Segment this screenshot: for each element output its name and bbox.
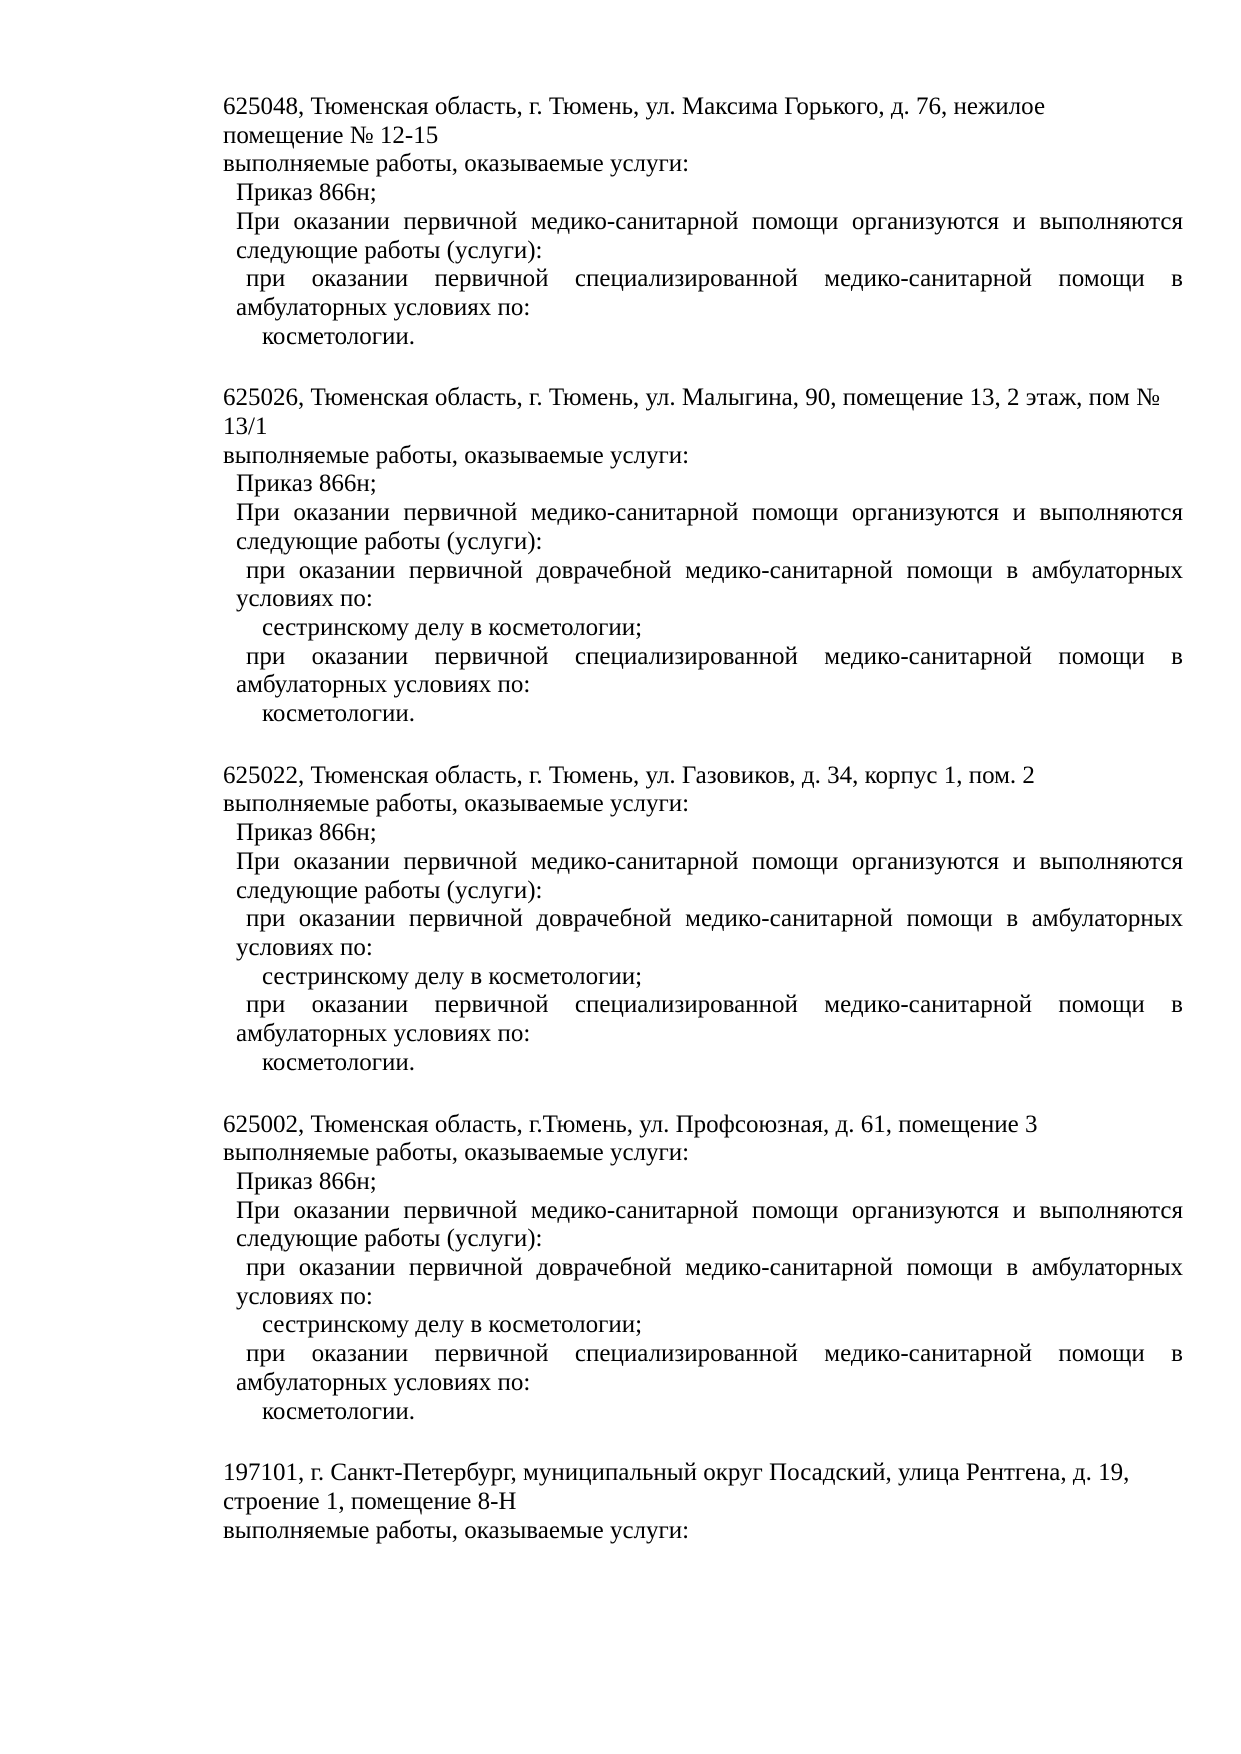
address-line: помещение № 12-15: [223, 121, 439, 149]
pre-doctor-care-line: при оказании первичной доврачебной медико-санитарной помощи в амбулаторных: [246, 905, 1183, 933]
works-services-header: выполняемые работы, оказываемые услуги:: [223, 1139, 690, 1167]
primary-care-line: следующие работы (услуги):: [236, 236, 543, 264]
specialized-care-line: при оказании первичной специализированной медико-санитарной помощи в: [246, 642, 1183, 670]
order-866n-line: Приказ 866н;: [236, 1167, 377, 1195]
address-line: 13/1: [223, 413, 268, 441]
license-address-block-625048: [223, 93, 1183, 351]
specialized-care-line: амбулаторных условиях по:: [236, 1368, 531, 1396]
specialized-care-line: амбулаторных условиях по:: [236, 293, 531, 321]
order-866n-line: Приказ 866н;: [236, 470, 377, 498]
specialized-care-line: при оказании первичной специализированной медико-санитарной помощи в: [246, 265, 1183, 293]
service-item-cosmetology: косметологии.: [262, 1048, 416, 1076]
primary-care-line: следующие работы (услуги):: [236, 1225, 543, 1253]
specialized-care-line: при оказании первичной специализированной медико-санитарной помощи в: [246, 991, 1183, 1019]
primary-care-line: При оказании первичной медико-санитарной помощи организуются и выполняются: [236, 847, 1183, 875]
address-line: строение 1, помещение 8-Н: [223, 1487, 517, 1515]
license-address-block-625022: [223, 762, 1183, 1078]
address-line: 197101, г. Санкт-Петербург, муниципальный округ Посадский, улица Рентгена, д. 19,: [223, 1459, 1130, 1487]
primary-care-line: следующие работы (услуги):: [236, 876, 543, 904]
works-services-header: выполняемые работы, оказываемые услуги:: [223, 1516, 690, 1544]
address-line: 625048, Тюменская область, г. Тюмень, ул. Максима Горького, д. 76, нежилое: [223, 93, 1046, 120]
specialized-care-line: амбулаторных условиях по:: [236, 671, 531, 699]
license-addresses-content: [223, 93, 1183, 1578]
service-item-nursing-cosmetology: сестринскому делу в косметологии;: [262, 962, 643, 990]
primary-care-line: следующие работы (услуги):: [236, 527, 543, 555]
pre-doctor-care-line: условиях по:: [236, 585, 373, 613]
primary-care-line: При оказании первичной медико-санитарной помощи организуются и выполняются: [236, 499, 1183, 527]
works-services-header: выполняемые работы, оказываемые услуги:: [223, 790, 690, 818]
order-866n-line: Приказ 866н;: [236, 179, 377, 207]
pre-doctor-care-line: условиях по:: [236, 933, 373, 961]
service-item-nursing-cosmetology: сестринскому делу в косметологии;: [262, 613, 643, 641]
pre-doctor-care-line: при оказании первичной доврачебной медико-санитарной помощи в амбулаторных: [246, 556, 1183, 584]
license-address-block-197101: [223, 1459, 1183, 1545]
works-services-header: выполняемые работы, оказываемые услуги:: [223, 150, 690, 178]
license-address-block-625002: [223, 1111, 1183, 1427]
works-services-header: выполняемые работы, оказываемые услуги:: [223, 441, 690, 469]
specialized-care-line: амбулаторных условиях по:: [236, 1020, 531, 1048]
address-line: 625026, Тюменская область, г. Тюмень, ул. Малыгина, 90, помещение 13, 2 этаж, пом №: [223, 384, 1160, 412]
address-line: 625002, Тюменская область, г.Тюмень, ул. Профсоюзная, д. 61, помещение 3: [223, 1110, 1038, 1138]
primary-care-line: При оказании первичной медико-санитарной помощи организуются и выполняются: [236, 1196, 1183, 1224]
specialized-care-line: при оказании первичной специализированной медико-санитарной помощи в: [246, 1340, 1183, 1368]
order-866n-line: Приказ 866н;: [236, 819, 377, 847]
service-item-cosmetology: косметологии.: [262, 322, 416, 350]
service-item-cosmetology: косметологии.: [262, 700, 416, 728]
primary-care-line: При оказании первичной медико-санитарной помощи организуются и выполняются: [236, 207, 1183, 235]
service-item-nursing-cosmetology: сестринскому делу в косметологии;: [262, 1311, 643, 1339]
license-address-block-625026: [223, 384, 1183, 728]
service-item-cosmetology: косметологии.: [262, 1397, 416, 1425]
pre-doctor-care-line: при оказании первичной доврачебной медико-санитарной помощи в амбулаторных: [246, 1254, 1183, 1282]
pre-doctor-care-line: условиях по:: [236, 1282, 373, 1310]
address-line: 625022, Тюменская область, г. Тюмень, ул. Газовиков, д. 34, корпус 1, пом. 2: [223, 761, 1035, 789]
